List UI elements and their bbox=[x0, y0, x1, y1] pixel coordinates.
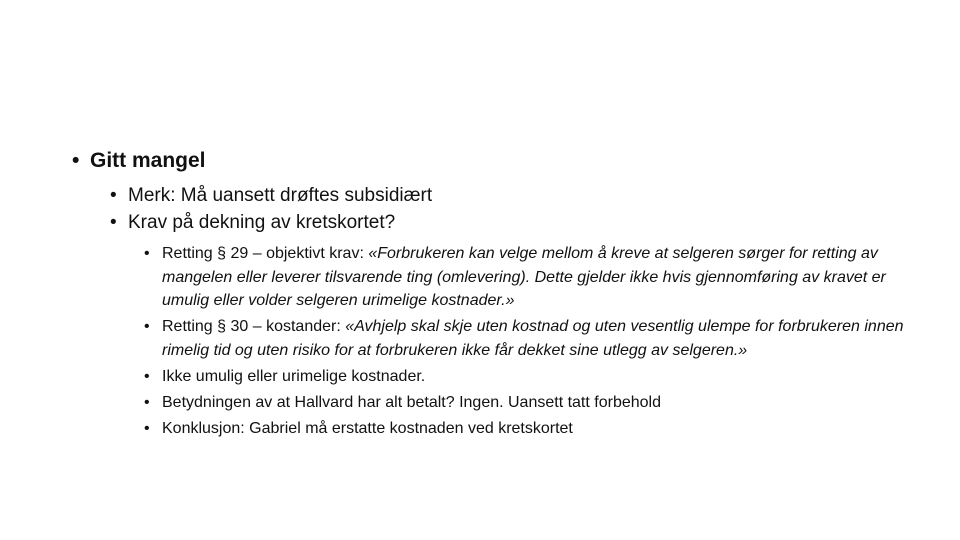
detail-item-2 bbox=[144, 315, 904, 362]
detail-quote: «Avhjelp skal skje uten kostnad og uten vesentlig ulempe for forbrukeren innen rimelig tid og uten risiko for at forbrukeren ikke får dekket sine utlegg av selgeren.» bbox=[162, 318, 904, 359]
bullet: • bbox=[144, 245, 150, 262]
heading-text: Gitt mangel bbox=[90, 149, 206, 172]
detail-item-1 bbox=[144, 242, 904, 313]
sub-item-text: Merk: Må uansett drøftes subsidiært bbox=[128, 185, 433, 206]
detail-text: Ikke umulig eller urimelige kostnader. bbox=[162, 367, 426, 385]
detail-text: Betydningen av at Hallvard har alt betalt? Ingen. Uansett tatt forbehold bbox=[162, 393, 661, 411]
bullet: • bbox=[144, 367, 150, 385]
bullet: • bbox=[144, 393, 150, 411]
bullet: • bbox=[144, 318, 150, 335]
detail-text: Konklusjon: Gabriel må erstatte kostnaden ved kretskortet bbox=[162, 419, 573, 437]
detail-list bbox=[144, 242, 904, 443]
bullet: • bbox=[144, 419, 150, 437]
bullet: • bbox=[110, 212, 117, 233]
bullet: • bbox=[110, 185, 117, 206]
detail-prefix: Retting § 30 – kostander: bbox=[162, 318, 346, 335]
detail-item-5 bbox=[144, 417, 904, 441]
sub-item-text: Krav på dekning av kretskortet? bbox=[128, 212, 396, 233]
bullet: • bbox=[72, 149, 80, 172]
heading-item bbox=[72, 146, 206, 176]
detail-quote: «Forbrukeren kan velge mellom å kreve at selgeren sørger for retting av mangelen eller leverer tilsvarende ting (omlevering). Dette gjelder ikke hvis gjennomføring av kravet er umulig eller volder selgeren urimelige kostnader.» bbox=[162, 245, 886, 309]
detail-prefix: Retting § 29 – objektivt krav: bbox=[162, 245, 369, 262]
sub-item-1 bbox=[110, 183, 432, 209]
detail-item-4 bbox=[144, 391, 904, 415]
sub-item-2 bbox=[110, 210, 395, 236]
detail-item-3 bbox=[144, 365, 904, 389]
